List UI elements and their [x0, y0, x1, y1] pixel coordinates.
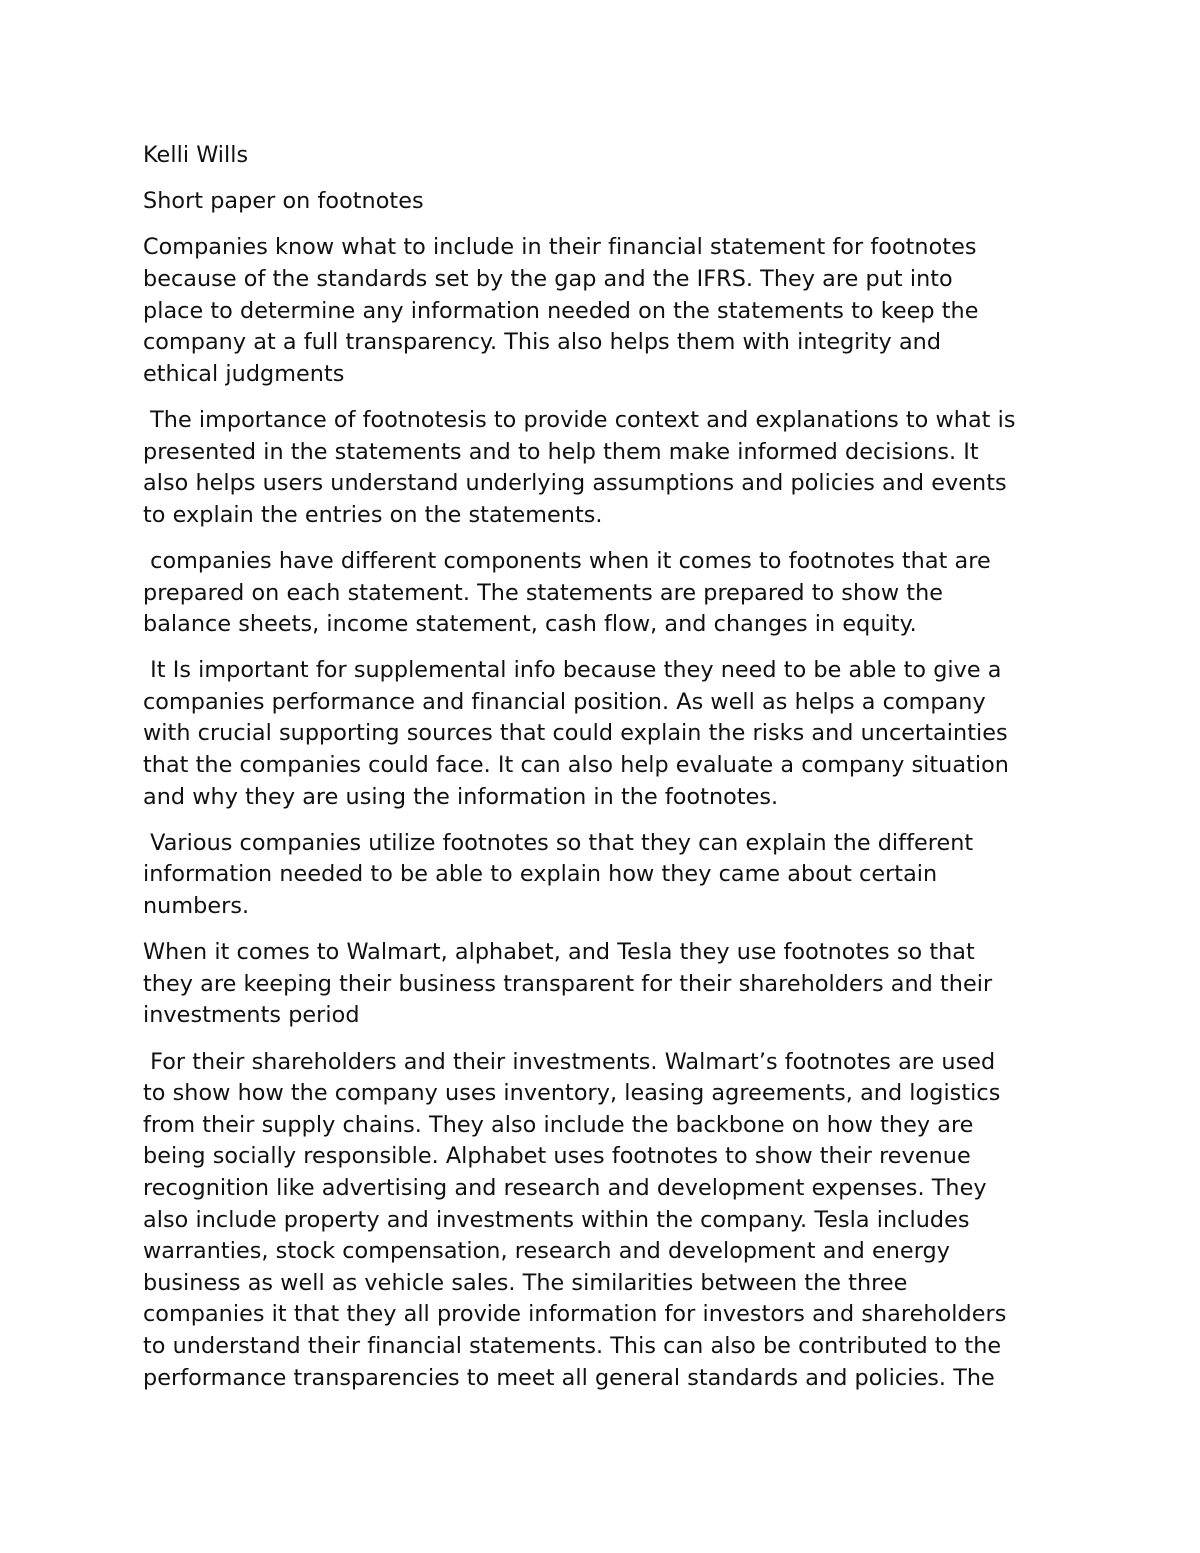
paragraph [143, 232, 1068, 390]
paragraph-line: information needed to be able to explain how they came about certain [143, 861, 938, 888]
paragraph-line: Various companies utilize footnotes so that they can explain the different [143, 829, 974, 856]
paragraph-line: they are keeping their business transparent for their shareholders and their [143, 970, 993, 997]
paragraph-line: company at a full transparency. This also helps them with integrity and [143, 329, 942, 356]
paragraph-line: When it comes to Walmart, alphabet, and Tesla they use footnotes so that [143, 939, 975, 966]
paragraph-line: to explain the entries on the statements. [143, 501, 603, 528]
paragraph-line: that the companies could face. It can also help evaluate a company situation [143, 752, 1009, 779]
paragraph-line: The importance of footnotesis to provide context and explanations to what is [143, 406, 1016, 433]
paragraph-line: being socially responsible. Alphabet uses footnotes to show their revenue [143, 1143, 971, 1170]
paragraph-line: and why they are using the information in the footnotes. [143, 783, 779, 810]
paragraph-line: For their shareholders and their investments. Walmart’s footnotes are used [143, 1048, 996, 1075]
paragraph-line: also include property and investments within the company. Tesla includes [143, 1206, 970, 1233]
paragraph-line: recognition like advertising and research and development expenses. They [143, 1174, 987, 1201]
paragraph-line: place to determine any information needed on the statements to keep the [143, 297, 979, 324]
document-title [143, 186, 1068, 218]
document-body [143, 140, 1068, 1409]
paragraph-line: also helps users understand underlying assumptions and policies and events [143, 470, 1007, 497]
paragraph [143, 405, 1068, 531]
paragraph-line: investments period [143, 1002, 360, 1029]
paragraph [143, 937, 1068, 1032]
author-line: Kelli Wills [143, 142, 249, 168]
paragraph-line: numbers. [143, 893, 250, 920]
paragraph [143, 546, 1068, 641]
paragraph-line: from their supply chains. They also include the backbone on how they are [143, 1111, 974, 1138]
paragraph-line: business as well as vehicle sales. The similarities between the three [143, 1269, 908, 1296]
title-line: Short paper on footnotes [143, 188, 424, 215]
paragraph [143, 655, 1068, 813]
paragraph-line: companies it that they all provide information for investors and shareholders [143, 1301, 1007, 1328]
paragraph [143, 1047, 1068, 1395]
author-name [143, 140, 1068, 172]
paragraph-line: Companies know what to include in their financial statement for footnotes [143, 234, 977, 261]
paragraph-line: balance sheets, income statement, cash flow, and changes in equity. [143, 611, 917, 638]
paragraph-line: companies performance and financial position. As well as helps a company [143, 688, 986, 715]
paragraph-line: companies have different components when it comes to footnotes that are [143, 547, 991, 574]
paragraph-line: prepared on each statement. The statements are prepared to show the [143, 579, 944, 606]
paragraph-line: It Is important for supplemental info because they need to be able to give a [143, 657, 1002, 684]
paragraph-line: warranties, stock compensation, research and development and energy [143, 1238, 950, 1265]
paragraph-list [143, 232, 1068, 1394]
paragraph-line: performance transparencies to meet all general standards and policies. The [143, 1364, 995, 1391]
paragraph-line: to understand their financial statements. This can also be contributed to the [143, 1332, 1002, 1359]
paragraph-line: because of the standards set by the gap and the IFRS. They are put into [143, 265, 953, 292]
paragraph-line: ethical judgments [143, 360, 345, 387]
paragraph-line: to show how the company uses inventory, leasing agreements, and logistics [143, 1080, 1001, 1107]
paragraph [143, 828, 1068, 923]
paragraph-line: with crucial supporting sources that could explain the risks and uncertainties [143, 720, 1008, 747]
paragraph-line: presented in the statements and to help them make informed decisions. It [143, 438, 979, 465]
